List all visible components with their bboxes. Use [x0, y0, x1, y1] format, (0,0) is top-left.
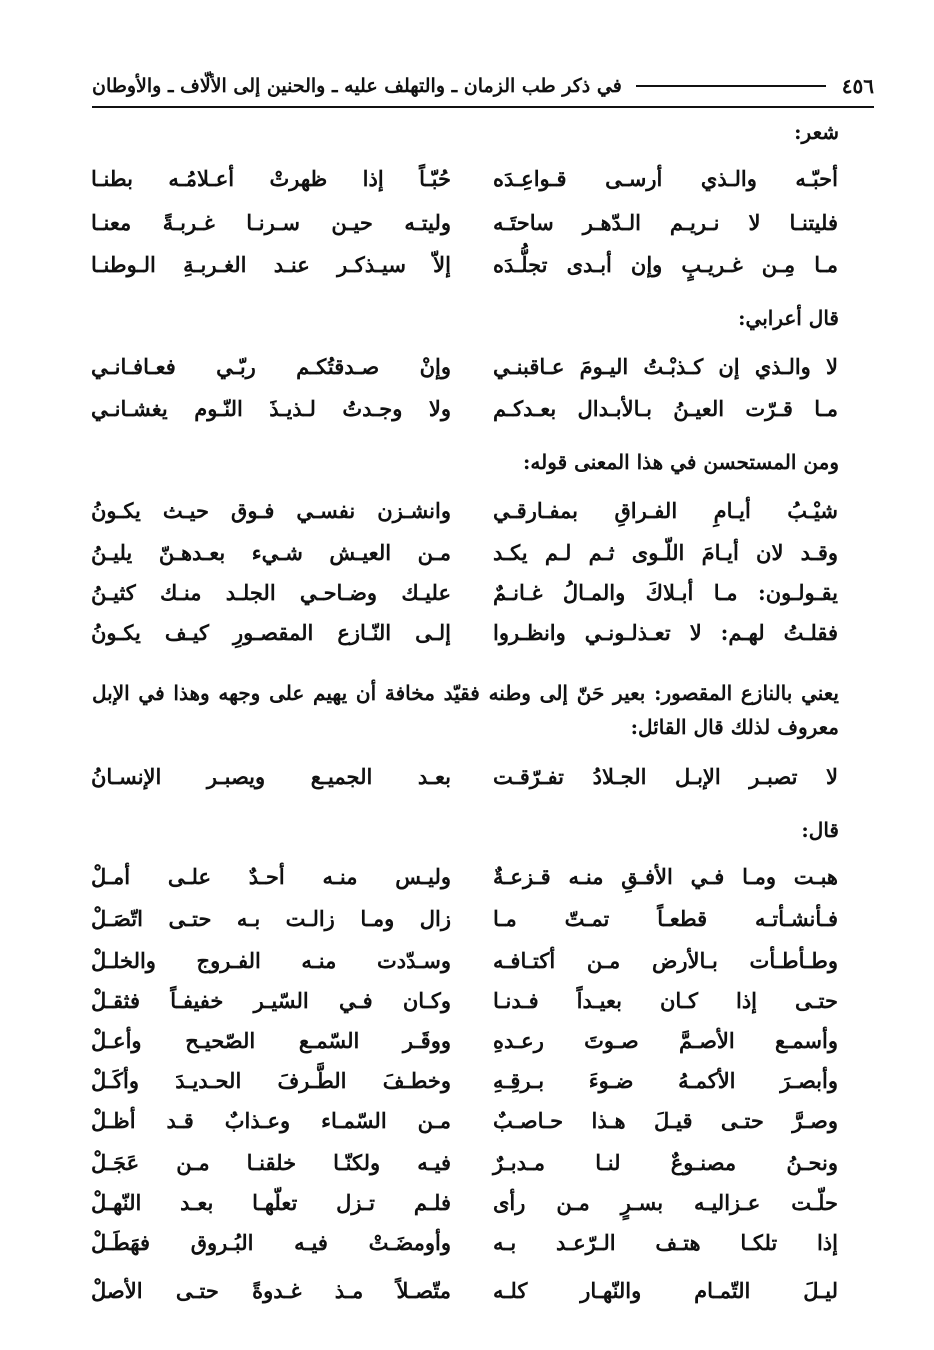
- verse-first-hemistich: مـا مِـن غـريـبٍ وإن أبـدى تجلُّـدَه: [493, 252, 838, 277]
- verse-first-hemistich: فـأنشـأتـه قطعـاً تمـتّ مـا: [493, 906, 838, 931]
- verse-second-hemistich: فيـه ولكنّـا خلقنـا مـن عَجَـلْ: [91, 1150, 451, 1175]
- verse-line: [0, 252, 934, 288]
- verse-line: [0, 396, 934, 432]
- verse-second-hemistich: متّصـلاً مـذ غـدوةً حتـى الأصلْ: [91, 1278, 451, 1303]
- verse-first-hemistich: حلّـت عـزاليـه بسـرٍ مـن رأى: [493, 1190, 838, 1215]
- verse-second-hemistich: وخطـفَ الطَّـرفَ الحـديـدَ وأكَـلْ: [91, 1068, 451, 1093]
- header-title: في ذكر طب الزمان ـ والتهلف عليه ـ والحنين إلى الألّاف ـ والأوطان: [92, 75, 622, 97]
- verse-first-hemistich: ليـلَ التّمـام والنّهـار كلـه: [493, 1278, 838, 1303]
- running-header: [92, 66, 874, 108]
- section-label: ومن المستحسن في هذا المعنى قوله:: [523, 450, 839, 474]
- verse-first-hemistich: إذا تلكـا هتـف الـرّعـد بـه: [493, 1230, 838, 1255]
- section-label: قال:: [801, 818, 839, 842]
- verse-line: [0, 988, 934, 1024]
- verse-line: [0, 166, 934, 202]
- verse-first-hemistich: وصـرَّ حتـى قيـلَ هـذا حـاصـبٌ: [493, 1108, 838, 1133]
- verse-first-hemistich: ونحـنُ مصنـوعٌ لنـا مـدبـرٌ: [493, 1150, 838, 1175]
- verse-second-hemistich: وأومضَـتْ فيـه البُـروق فهَطَـلْ: [91, 1230, 451, 1255]
- verse-first-hemistich: أحبّـه والـذي أرسـى قـواعِـدَه: [493, 166, 838, 191]
- verse-line: [0, 1108, 934, 1144]
- verse-second-hemistich: إلـى النّـازع المقصـورِ كيـف يكـونُ: [91, 620, 451, 645]
- verse-line: [0, 864, 934, 900]
- header-rule: [636, 85, 826, 87]
- verse-first-hemistich: حتـى إذا كـان بعيـداً فـدنـا: [493, 988, 838, 1013]
- verse-second-hemistich: مـن السّمـاء وعـذابٌ قـد أظـلْ: [91, 1108, 451, 1133]
- section-label: شعر:: [794, 120, 839, 144]
- verse-first-hemistich: وقـد لان أيـامَ اللّـوى ثـم لـم يكـد: [493, 540, 838, 565]
- verse-line: [0, 620, 934, 656]
- verse-first-hemistich: وطـأطـأت بـالأرض مـن أكتـافـه: [493, 948, 838, 973]
- verse-second-hemistich: زال ومـا زالـت بـه حتـى اتّصَـلْ: [91, 906, 451, 931]
- verse-second-hemistich: وإنْ صـدقتُكـم ربّـي فعـافـانـي: [91, 354, 451, 379]
- verse-line: [0, 948, 934, 984]
- verse-first-hemistich: فقلـتُ لهـم: لا تعـذلـونـي وانظـروا: [493, 620, 838, 645]
- verse-line: [0, 764, 934, 800]
- verse-second-hemistich: وليتـه حيـن سـرنـا غـربـةً معنـا: [91, 210, 451, 235]
- verse-line: [0, 580, 934, 616]
- verse-second-hemistich: مـن العيـش شـيء بعـدهـنّ يليـنُ: [91, 540, 451, 565]
- verse-first-hemistich: يقـولـون: مـا أبـلاكَ والمـالُ غـانـمٌ: [493, 580, 838, 605]
- verse-second-hemistich: إلاّ سيـذكـر عنـد الغـربـةِ الـوطنـا: [91, 252, 451, 277]
- verse-line: [0, 1190, 934, 1226]
- verse-line: [0, 1068, 934, 1104]
- prose-paragraph: يعني بالنازع المقصور: بعير حَنّ إلى وطنه فقيّد مخافة أن يهيم على وجهه وهذا في الإبل معروف لذلك قال القائل:: [92, 681, 839, 739]
- verse-second-hemistich: عليـك وضـاحـي الجلـد منـك كثيـنُ: [91, 580, 451, 605]
- verse-first-hemistich: هبـت ومـا فـي الأفـقِ منـه قـزعـةٌ: [493, 864, 838, 889]
- page-number: ٤٥٦: [841, 74, 874, 98]
- verse-first-hemistich: وأبصـرَ الأكمـهُ ضـوءَ بـرقِـهِ: [493, 1068, 838, 1093]
- verse-line: [0, 1028, 934, 1064]
- verse-line: [0, 540, 934, 576]
- verse-second-hemistich: ولا وجـدتُ لـذيـذَ النّـوم يغشـانـي: [91, 396, 451, 421]
- verse-first-hemistich: مـا قـرّت العيـنُ بـالأبـدال بعـدكـم: [493, 396, 838, 421]
- verse-line: [0, 498, 934, 534]
- verse-first-hemistich: لا تصبـر الإبـل الجـلادُ تفـرّقـت: [493, 764, 838, 789]
- verse-second-hemistich: ووقَـر السّمـع الصّحيـح وأعـلْ: [91, 1028, 451, 1053]
- verse-line: [0, 210, 934, 246]
- verse-second-hemistich: وليـس منـه أحـدٌ علـى أمـلْ: [91, 864, 451, 889]
- verse-first-hemistich: فليتنـا لا نـريـم الـدّهـر ساحتَـه: [493, 210, 838, 235]
- verse-first-hemistich: شيْـبُ أيـامِ الفـراقِ بمفـارقـي: [493, 498, 838, 523]
- verse-first-hemistich: لا والـذي إن كـذبْـتُ اليـومَ عـاقبنـي: [493, 354, 838, 379]
- verse-second-hemistich: بعـد الجميـع ويصبـر الإنسـانُ: [91, 764, 451, 789]
- verse-second-hemistich: وكـان فـي السّيـر خفيفـاً فثقـلْ: [91, 988, 451, 1013]
- verse-second-hemistich: وسـدّدت منـه الفـروج والخلـلْ: [91, 948, 451, 973]
- verse-first-hemistich: وأسمـع الأصـمَّ صـوتَ رعـدهِ: [493, 1028, 838, 1053]
- verse-second-hemistich: فلـم تـزل تعلّهـا بعـد النّهـلْ: [91, 1190, 451, 1215]
- verse-second-hemistich: حُبّـاً إذا ظهرتْ أعـلامُـه بطنـا: [91, 166, 451, 191]
- verse-second-hemistich: وانشـزن نفسـي فـوق حيـث يكـونُ: [91, 498, 451, 523]
- verse-line: [0, 354, 934, 390]
- verse-line: [0, 1278, 934, 1314]
- verse-line: [0, 906, 934, 942]
- verse-line: [0, 1230, 934, 1266]
- verse-line: [0, 1150, 934, 1186]
- section-label: قال أعرابي:: [738, 306, 839, 330]
